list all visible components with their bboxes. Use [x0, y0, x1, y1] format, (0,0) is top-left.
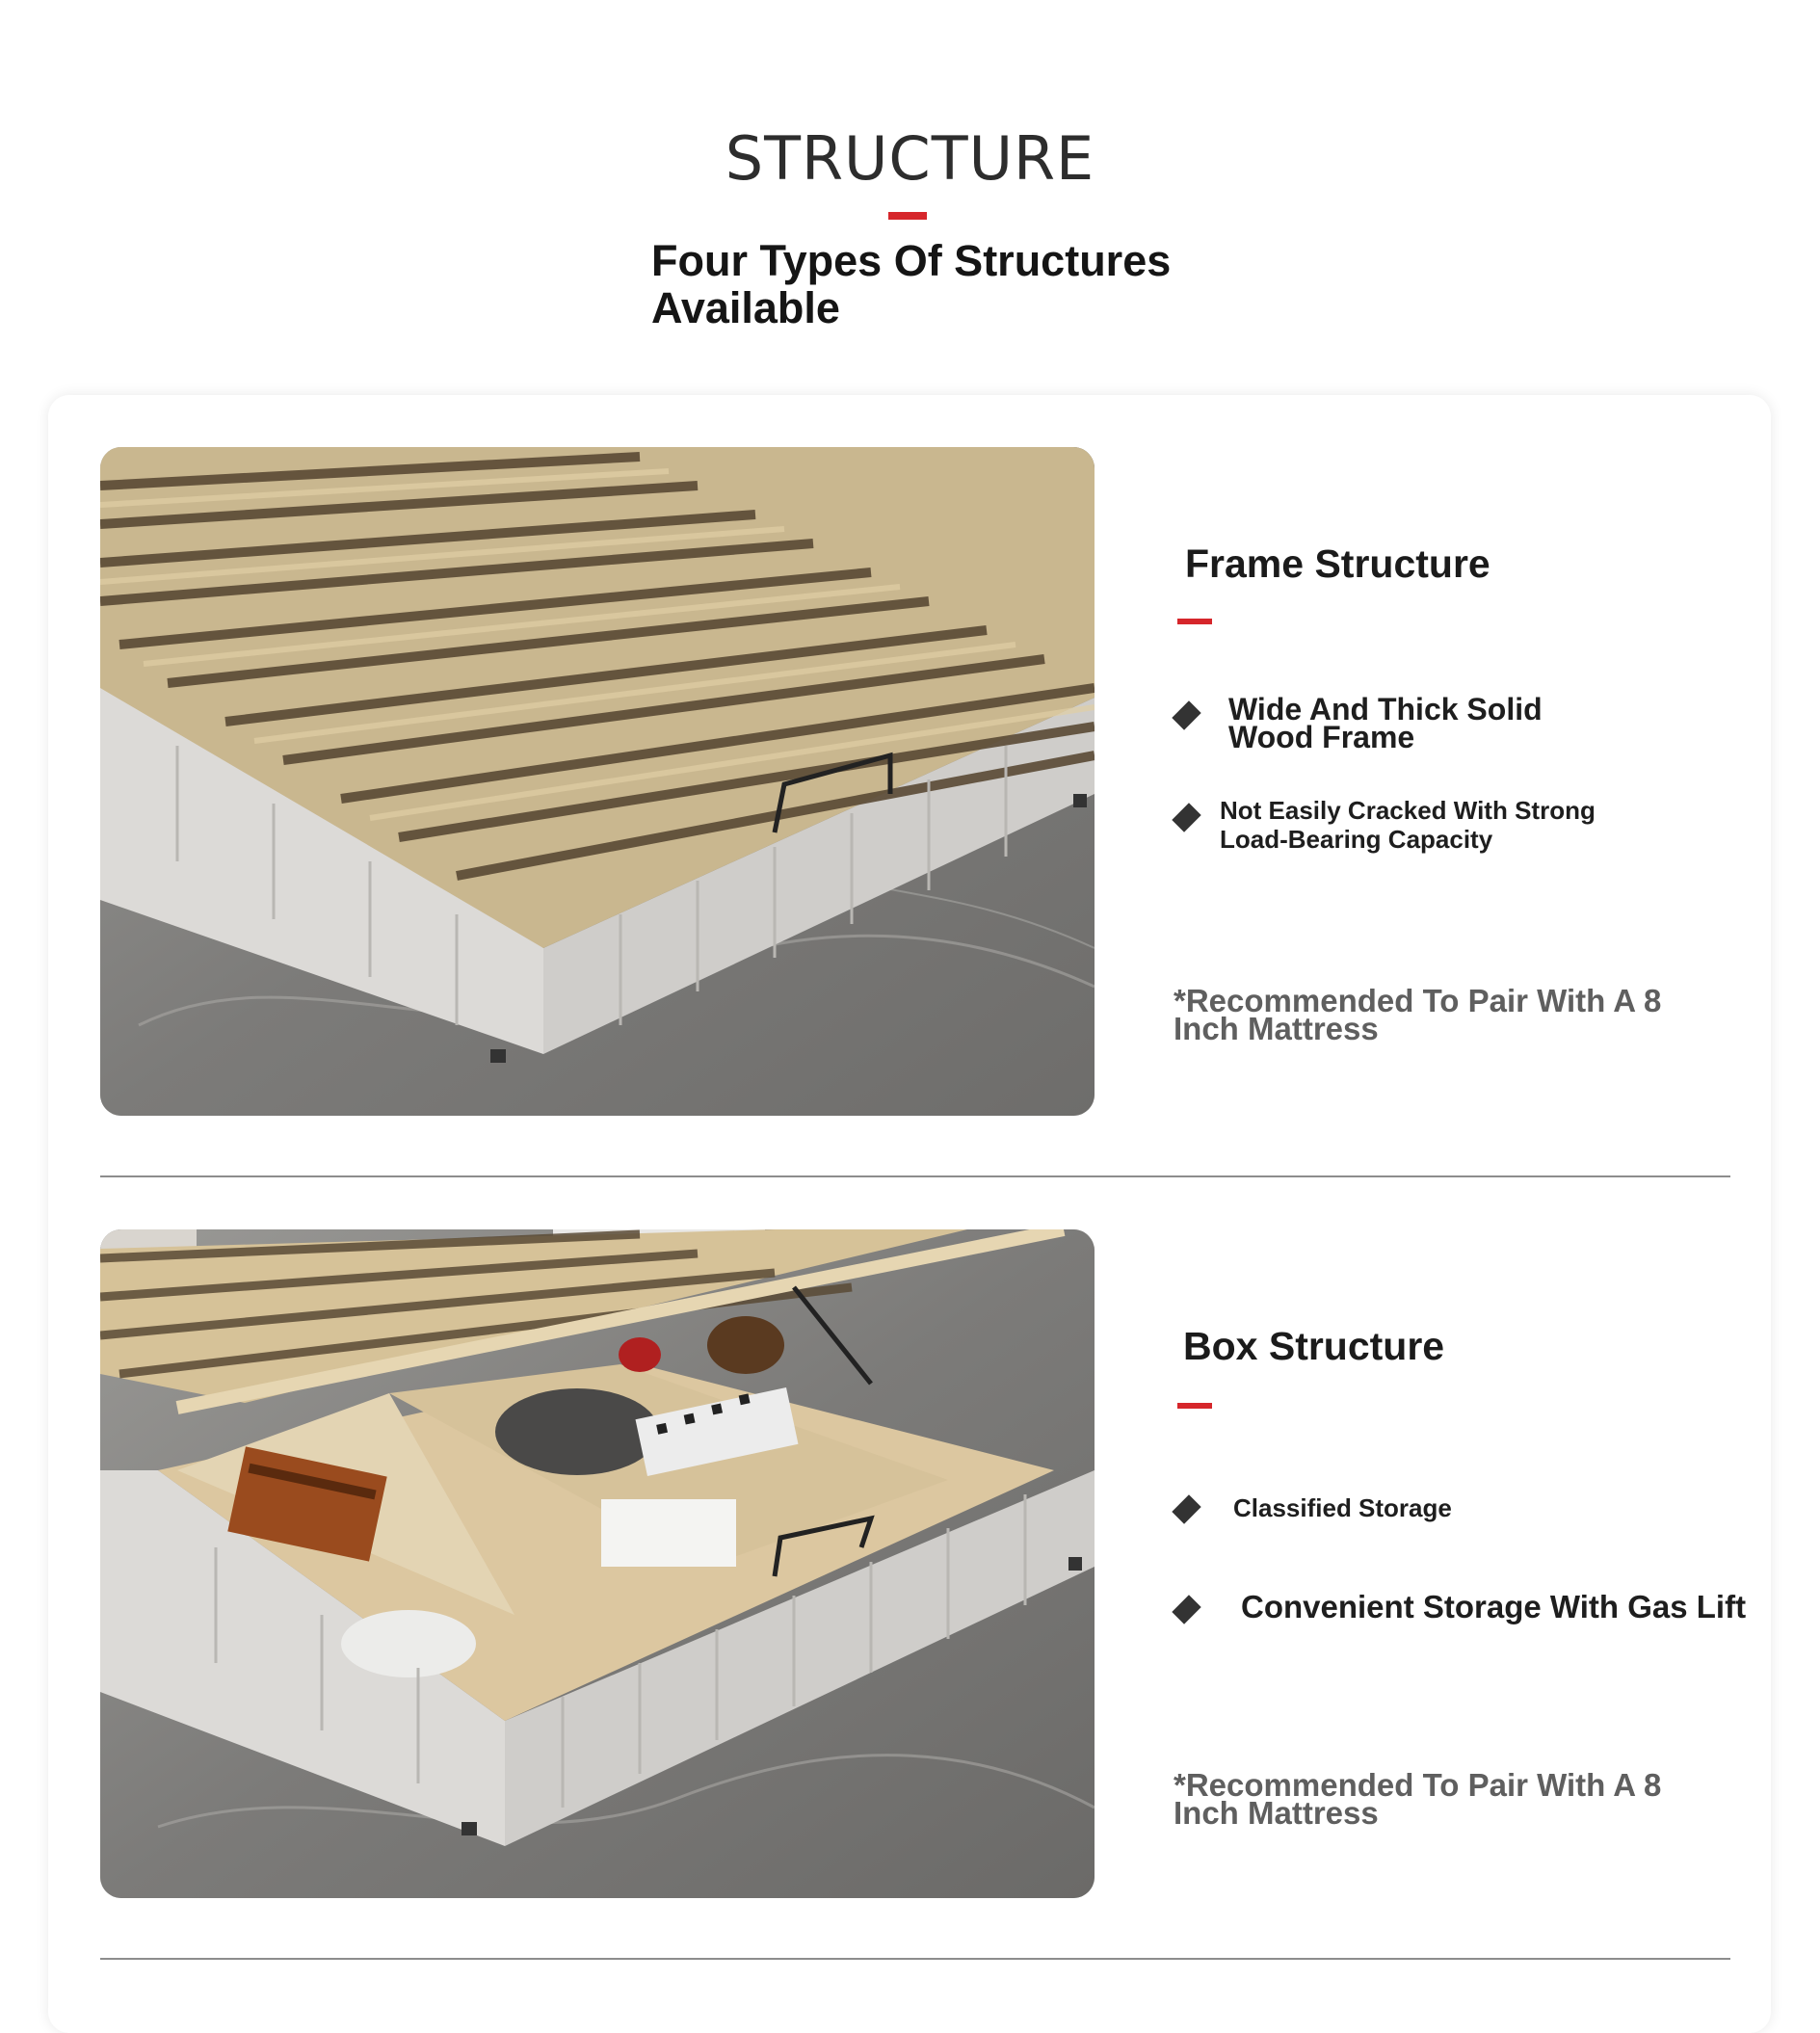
section-accent-bar [1177, 619, 1212, 624]
section-divider [100, 1958, 1730, 1960]
mattress-note: *Recommended To Pair With A 8 Inch Mattress [1174, 1767, 1662, 1831]
header-title: STRUCTURE [725, 123, 1095, 194]
box-structure-section [48, 1179, 1771, 1854]
feature-diamond-icon [1172, 1595, 1200, 1624]
header-accent-bar [888, 212, 927, 220]
feature-diamond-icon [1172, 1494, 1200, 1523]
feature-item: Classified Storage [1233, 1493, 1452, 1522]
section-accent-bar [1177, 1403, 1212, 1409]
section-title: Frame Structure [1185, 541, 1490, 586]
feature-diamond-icon [1172, 700, 1200, 729]
bed-frame-photo [100, 447, 1095, 1116]
storage-bed-photo [100, 1229, 1095, 1898]
feature-item: Convenient Storage With Gas Lift [1241, 1589, 1747, 1624]
feature-item: Not Easily Cracked With Strong Load-Bearing Capacity [1220, 796, 1596, 854]
mattress-note: *Recommended To Pair With A 8 Inch Mattress [1174, 983, 1662, 1046]
section-divider [100, 1175, 1730, 1177]
feature-diamond-icon [1172, 803, 1200, 832]
structure-card [48, 395, 1771, 2033]
frame-structure-section [48, 395, 1771, 1069]
header-subtitle: Four Types Of Structures Available [651, 236, 1172, 332]
feature-item: Wide And Thick Solid Wood Frame [1228, 692, 1543, 754]
section-title: Box Structure [1183, 1324, 1445, 1368]
